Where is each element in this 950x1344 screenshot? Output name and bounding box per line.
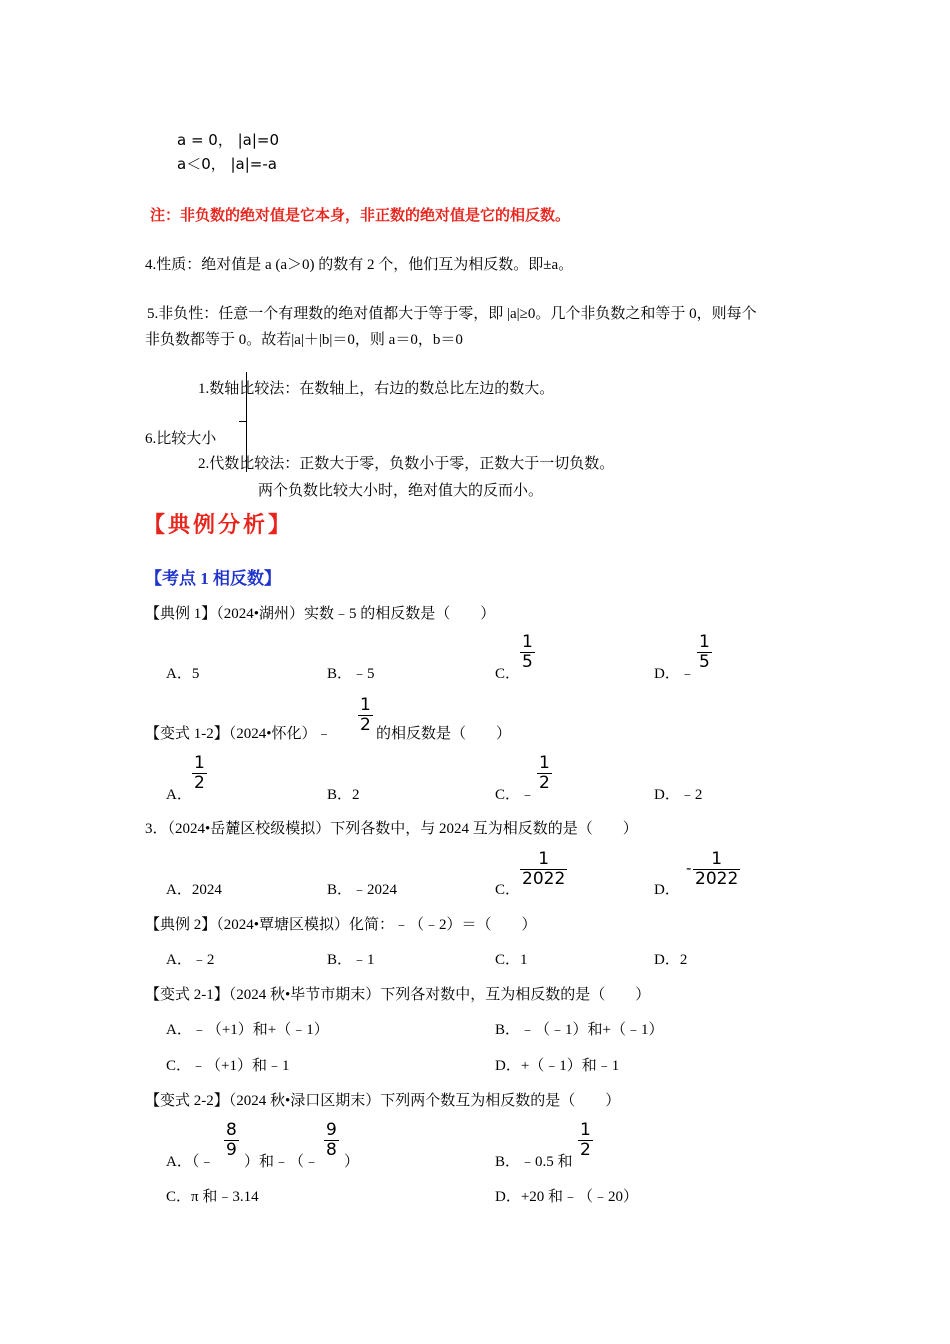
q2-option-c: C．﹣ xyxy=(495,787,536,803)
property-4: 4.性质：绝对值是 a (a＞0) 的数有 2 个，他们互为相反数。即±a。 xyxy=(145,257,574,273)
q6-option-a-part1: A．（﹣ xyxy=(166,1154,215,1170)
q2-c-numerator: 1 xyxy=(539,753,550,773)
q1-option-a: A．5 xyxy=(166,666,200,682)
q3-d-sign: - xyxy=(686,859,692,877)
q3-d-denominator: 2022 xyxy=(695,869,739,889)
q6-b-fraction xyxy=(578,1122,593,1159)
q6-a-numerator-2: 9 xyxy=(326,1120,337,1140)
q5-option-d: D．+（﹣1）和﹣1 xyxy=(495,1058,620,1074)
q3-c-fraction xyxy=(520,851,567,888)
q6-b-denominator: 2 xyxy=(580,1140,591,1160)
q1-c-fraction xyxy=(520,634,535,671)
property-5-line2: 非负数都等于 0。故若|a|＋|b|＝0，则 a＝0，b＝0 xyxy=(145,332,463,348)
q6-option-c: C．π 和﹣3.14 xyxy=(166,1189,259,1205)
q4-option-b: B．﹣1 xyxy=(327,952,375,968)
q3-option-a: A．2024 xyxy=(166,882,222,898)
question-3-stem: 3．（2024•岳麓区校级模拟）下列各数中，与 2024 互为相反数的是（ ） xyxy=(145,821,638,837)
q1-c-denominator: 5 xyxy=(522,652,533,672)
question-2-stem-prefix: 【变式 1-2】（2024•怀化）﹣ xyxy=(145,726,332,742)
q1-option-c: C． xyxy=(495,666,521,682)
kaodian-heading: 【考点 1 相反数】 xyxy=(145,569,281,588)
q3-option-c: C． xyxy=(495,882,521,898)
q2-option-a: A． xyxy=(166,787,192,803)
q6-option-a-part3: ） xyxy=(344,1154,360,1170)
compare-bracket-tick xyxy=(239,421,247,422)
q1-option-d: D．﹣ xyxy=(654,666,695,682)
q5-option-c: C．﹣（+1）和﹣1 xyxy=(166,1058,290,1074)
q1-d-fraction xyxy=(697,634,712,671)
q3-d-fraction xyxy=(693,851,740,888)
q1-d-denominator: 5 xyxy=(699,652,710,672)
q2-option-d: D．﹣2 xyxy=(654,787,703,803)
compare-method-2-cont: 两个负数比较大小时，绝对值大的反而小。 xyxy=(258,483,544,499)
q3-c-denominator: 2022 xyxy=(522,869,566,889)
question-1-stem: 【典例 1】（2024•湖州）实数﹣5 的相反数是（ ） xyxy=(145,606,496,622)
compare-label: 6.比较大小 xyxy=(145,431,217,447)
q1-d-numerator: 1 xyxy=(699,632,710,652)
question-4-stem: 【典例 2】（2024•覃塘区模拟）化简：﹣（﹣2）＝（ ） xyxy=(145,917,537,933)
q3-d-numerator: 1 xyxy=(711,849,723,869)
note-text: 注：非负数的绝对值是它本身，非正数的绝对值是它的相反数。 xyxy=(150,208,571,224)
q2-a-fraction xyxy=(192,755,207,792)
q4-option-a: A．﹣2 xyxy=(166,952,215,968)
q6-a-denominator-1: 9 xyxy=(226,1140,237,1160)
q6-a-fraction-2 xyxy=(324,1122,339,1159)
q2-a-denominator: 2 xyxy=(194,773,205,793)
q6-b-numerator: 1 xyxy=(580,1120,591,1140)
q2-option-b: B．2 xyxy=(327,787,360,803)
q5-option-a: A．﹣（+1）和+（﹣1） xyxy=(166,1022,329,1038)
property-5-line1: 5.非负性：任意一个有理数的绝对值都大于等于零，即 |a|≥0。几个非负数之和等于 0，则每个 xyxy=(147,306,757,322)
abs-rule-zero: a = 0， |a|=0 xyxy=(177,131,280,149)
question-2-stem-suffix: 的相反数是（ ） xyxy=(376,726,512,742)
q6-a-fraction-1 xyxy=(224,1122,239,1159)
q2-c-denominator: 2 xyxy=(539,773,550,793)
abs-rule-negative: a＜0， |a|=-a xyxy=(177,155,277,173)
q6-option-d: D．+20 和﹣（﹣20） xyxy=(495,1189,639,1205)
compare-method-2: 2.代数比较法：正数大于零，负数小于零，正数大于一切负数。 xyxy=(198,456,615,472)
q5-option-b: B．﹣（﹣1）和+（﹣1） xyxy=(495,1022,664,1038)
q2-stem-denominator: 2 xyxy=(360,715,371,735)
q2-c-fraction xyxy=(537,755,552,792)
section-title: 【典例分析】 xyxy=(143,512,294,537)
question-5-stem: 【变式 2-1】（2024 秋•毕节市期末）下列各对数中，互为相反数的是（ ） xyxy=(145,987,651,1003)
q6-a-numerator-1: 8 xyxy=(226,1120,237,1140)
q3-c-numerator: 1 xyxy=(538,849,550,869)
q1-option-b: B．﹣5 xyxy=(327,666,375,682)
compare-method-1: 1.数轴比较法：在数轴上，右边的数总比左边的数大。 xyxy=(198,381,555,397)
question-6-stem: 【变式 2-2】（2024 秋•渌口区期末）下列两个数互为相反数的是（ ） xyxy=(145,1093,621,1109)
q6-option-a-part2: ）和﹣（﹣ xyxy=(244,1154,320,1170)
q2-a-numerator: 1 xyxy=(194,753,205,773)
q4-option-d: D．2 xyxy=(654,952,688,968)
q4-option-c: C．1 xyxy=(495,952,528,968)
q6-option-b: B．﹣0.5 和 xyxy=(495,1154,573,1170)
q3-option-b: B．﹣2024 xyxy=(327,882,398,898)
q2-stem-numerator: 1 xyxy=(360,695,371,715)
q2-stem-fraction xyxy=(358,697,373,734)
q3-option-d: D． xyxy=(654,882,680,898)
q6-a-denominator-2: 8 xyxy=(326,1140,337,1160)
q1-c-numerator: 1 xyxy=(522,632,533,652)
